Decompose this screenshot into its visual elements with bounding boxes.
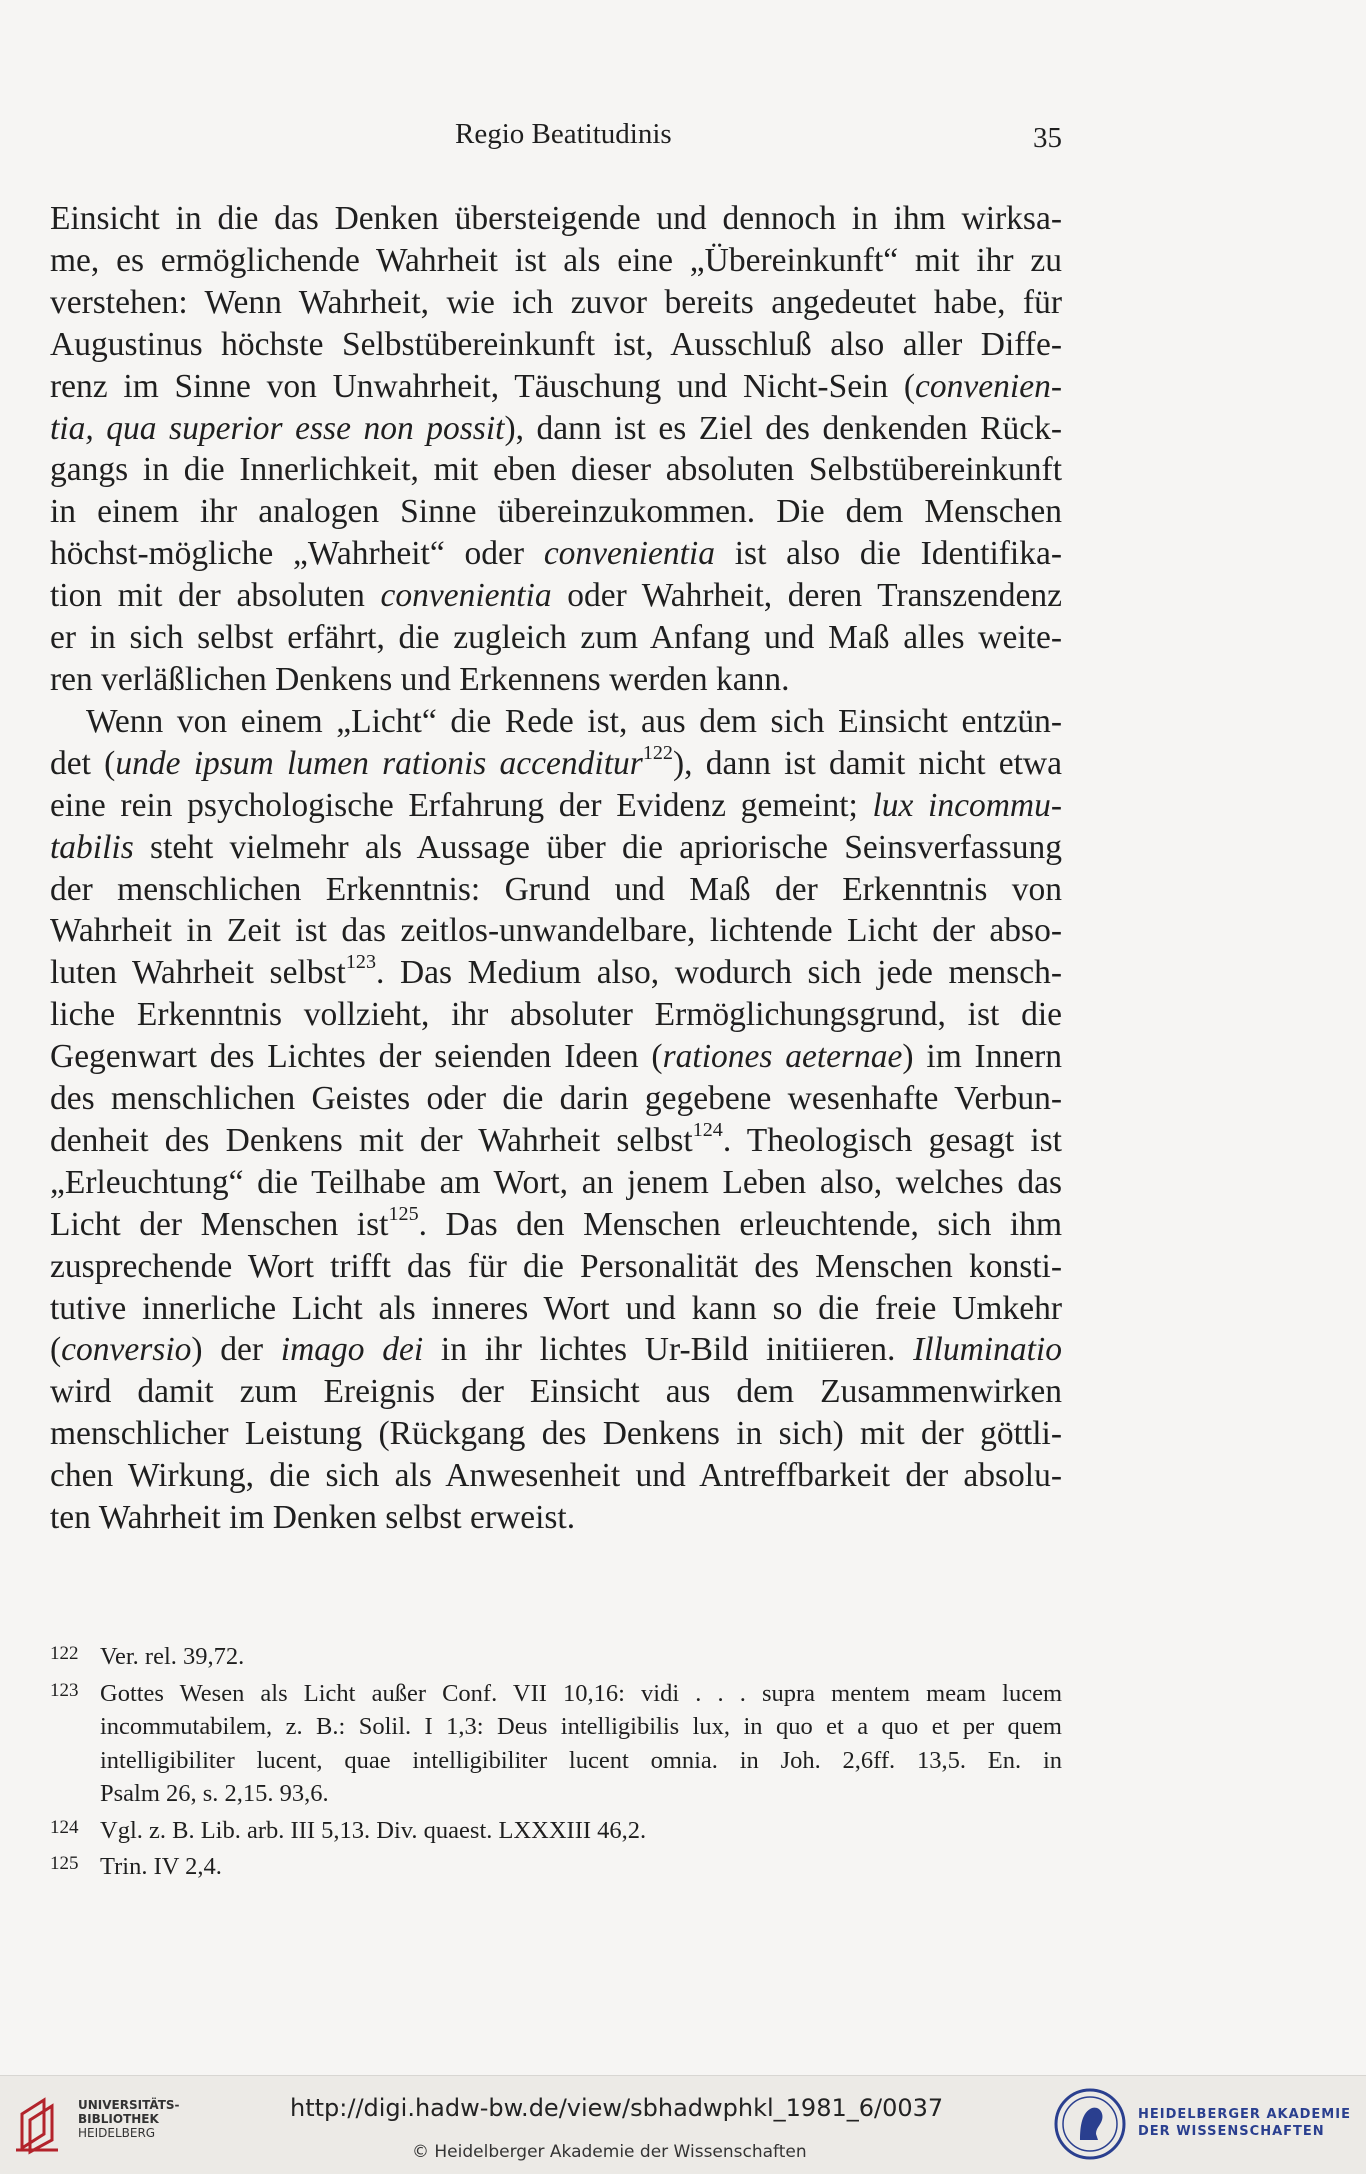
text-line: tutive innerliche Licht als inneres Wort und kann so die freie Umkehr xyxy=(50,1289,1062,1327)
footnote-123-cont: Psalm 26, s. 2,15. 93,6. xyxy=(100,1780,329,1807)
text-line: Licht der Menschen ist$^{125}$. Das den Menschen erleuchtende, sich ihm xyxy=(50,1202,1063,1243)
text-line: Einsicht in die das Denken übersteigende und dennoch in ihm wirksa- xyxy=(50,200,1062,237)
permalink-url[interactable]: http://digi.hadw-bw.de/view/sbhadwphkl_1981_6/0037 xyxy=(290,2094,944,2122)
footnote-123: 123 Gottes Wesen als Licht außer Conf. VII 10,16: vidi . . . supra mentem meam lucem xyxy=(50,1674,1062,1711)
text-line: höchst-mögliche „Wahrheit“ oder convenientia ist also die Identifika- xyxy=(50,535,1062,573)
academy-name: HEIDELBERGER AKADEMIE DER WISSENSCHAFTEN xyxy=(1138,2107,1351,2139)
text-line: verstehen: Wenn Wahrheit, wie ich zuvor bereits angedeutet habe, für xyxy=(50,283,1062,321)
text-line: „Erleuchtung“ die Teilhabe am Wort, an jenem Leben also, welches das xyxy=(50,1163,1062,1201)
main-text xyxy=(50,198,1062,1539)
text-line: Augustinus höchste Selbstübereinkunft ist, Ausschluß also aller Diffe- xyxy=(50,325,1062,363)
footnote-124: 124 Vgl. z. B. Lib. arb. III 5,13. Div. quaest. LXXXIII 46,2. xyxy=(50,1811,1062,1848)
academy-seal-icon[interactable] xyxy=(1052,2086,1128,2162)
footnote-number: 125 xyxy=(50,1853,79,1874)
text-line: tabilis steht vielmehr als Aussage über die apriorische Seinsverfassung xyxy=(50,828,1062,866)
text-line: tion mit der absoluten convenientia oder Wahrheit, deren Transzendenz xyxy=(50,577,1062,615)
text-line: tia, qua superior esse non possit), dann ist es Ziel des denkenden Rück- xyxy=(50,409,1062,447)
text-line: der menschlichen Erkenntnis: Grund und Maß der Erkenntnis von xyxy=(50,870,1062,908)
text-line: wird damit zum Ereignis der Einsicht aus dem Zusammenwirken xyxy=(50,1373,1062,1411)
footnote-122: 122 Ver. rel. 39,72. xyxy=(50,1637,1062,1674)
text-line: menschlicher Leistung (Rückgang des Denkens in sich) mit der göttli- xyxy=(50,1415,1062,1453)
footnote-123-cont: intelligibiliter lucent, quae intelligibiliter lucent omnia. in Joh. 2,6ff. 13,5. En. in xyxy=(100,1746,1062,1774)
text-line: er in sich selbst erfährt, die zugleich zum Anfang und Maß alles weite- xyxy=(50,619,1062,657)
footnote-123-cont: incommutabilem, z. B.: Solil. I 1,3: Deus intelligibilis lux, in quo et a quo et per quem xyxy=(100,1713,1062,1740)
university-library-name: UNIVERSITÄTS- BIBLIOTHEK HEIDELBERG xyxy=(78,2098,180,2140)
text-line: chen Wirkung, die sich als Anwesenheit und Antreffbarkeit der absolu- xyxy=(50,1457,1062,1495)
text-line: Wahrheit in Zeit ist das zeitlos-unwandelbare, lichtende Licht der abso- xyxy=(50,912,1062,950)
page-header xyxy=(50,118,1062,158)
running-title: Regio Beatitudinis xyxy=(455,118,672,150)
footnote-number: 124 xyxy=(50,1816,79,1838)
footnotes xyxy=(50,1637,1062,1884)
text-line: in einem ihr analogen Sinne übereinzukommen. Die dem Menschen xyxy=(50,493,1062,531)
text-line: me, es ermöglichende Wahrheit ist als eine „Übereinkunft“ mit ihr zu xyxy=(50,241,1062,279)
page-number: 35 xyxy=(1033,122,1062,154)
text-line: renz im Sinne von Unwahrheit, Täuschung und Nicht-Sein (convenien- xyxy=(50,367,1062,405)
text-line: zusprechende Wort trifft das für die Personalität des Menschen konsti- xyxy=(50,1247,1062,1285)
text-line: ten Wahrheit im Denken selbst erweist. xyxy=(50,1499,576,1537)
university-library-logo-icon[interactable] xyxy=(14,2092,64,2156)
text-line: Wenn von einem „Licht“ die Rede ist, aus dem sich Einsicht entzün- xyxy=(86,702,1062,740)
text-line: des menschlichen Geistes oder die darin gegebene wesenhafte Verbun- xyxy=(50,1080,1062,1118)
text-line: gangs in die Innerlichkeit, mit eben dieser absoluten Selbstübereinkunft xyxy=(50,451,1062,489)
viewer-footer xyxy=(0,2075,1366,2174)
footnote-number: 122 xyxy=(50,1643,79,1664)
text-line: liche Erkenntnis vollzieht, ihr absoluter Ermöglichungsgrund, ist die xyxy=(50,996,1062,1034)
footnote-ref[interactable]: 122 xyxy=(642,741,673,764)
copyright-notice: © Heidelberger Akademie der Wissenschaften xyxy=(412,2142,807,2162)
text-line: denheit des Denkens mit der Wahrheit selbst$^{124}$. Theologisch gesagt ist xyxy=(50,1118,1062,1159)
text-line: ren verläßlichen Denkens und Erkennens werden kann. xyxy=(50,660,790,698)
footnote-ref[interactable]: 124 xyxy=(692,1118,723,1141)
footnote-ref[interactable]: 123 xyxy=(345,951,376,974)
footnote-number: 123 xyxy=(50,1679,79,1701)
text-line: Gegenwart des Lichtes der seienden Ideen (rationes aeternae) im Innern xyxy=(50,1038,1062,1076)
text-line: (conversio) der imago dei in ihr lichtes Ur-Bild initiieren. Illuminatio xyxy=(50,1331,1062,1369)
text-line: luten Wahrheit selbst$^{123}$. Das Medium also, wodurch sich jede mensch- xyxy=(50,951,1062,992)
footnote-ref[interactable]: 125 xyxy=(388,1202,419,1225)
text-line: det (unde ipsum lumen rationis accenditur$^{122}$), dann ist damit nicht etwa xyxy=(50,741,1062,782)
text-line: eine rein psychologische Erfahrung der Evidenz gemeint; lux incommu- xyxy=(50,786,1062,824)
footnote-125: 125 Trin. IV 2,4. xyxy=(50,1847,1062,1884)
